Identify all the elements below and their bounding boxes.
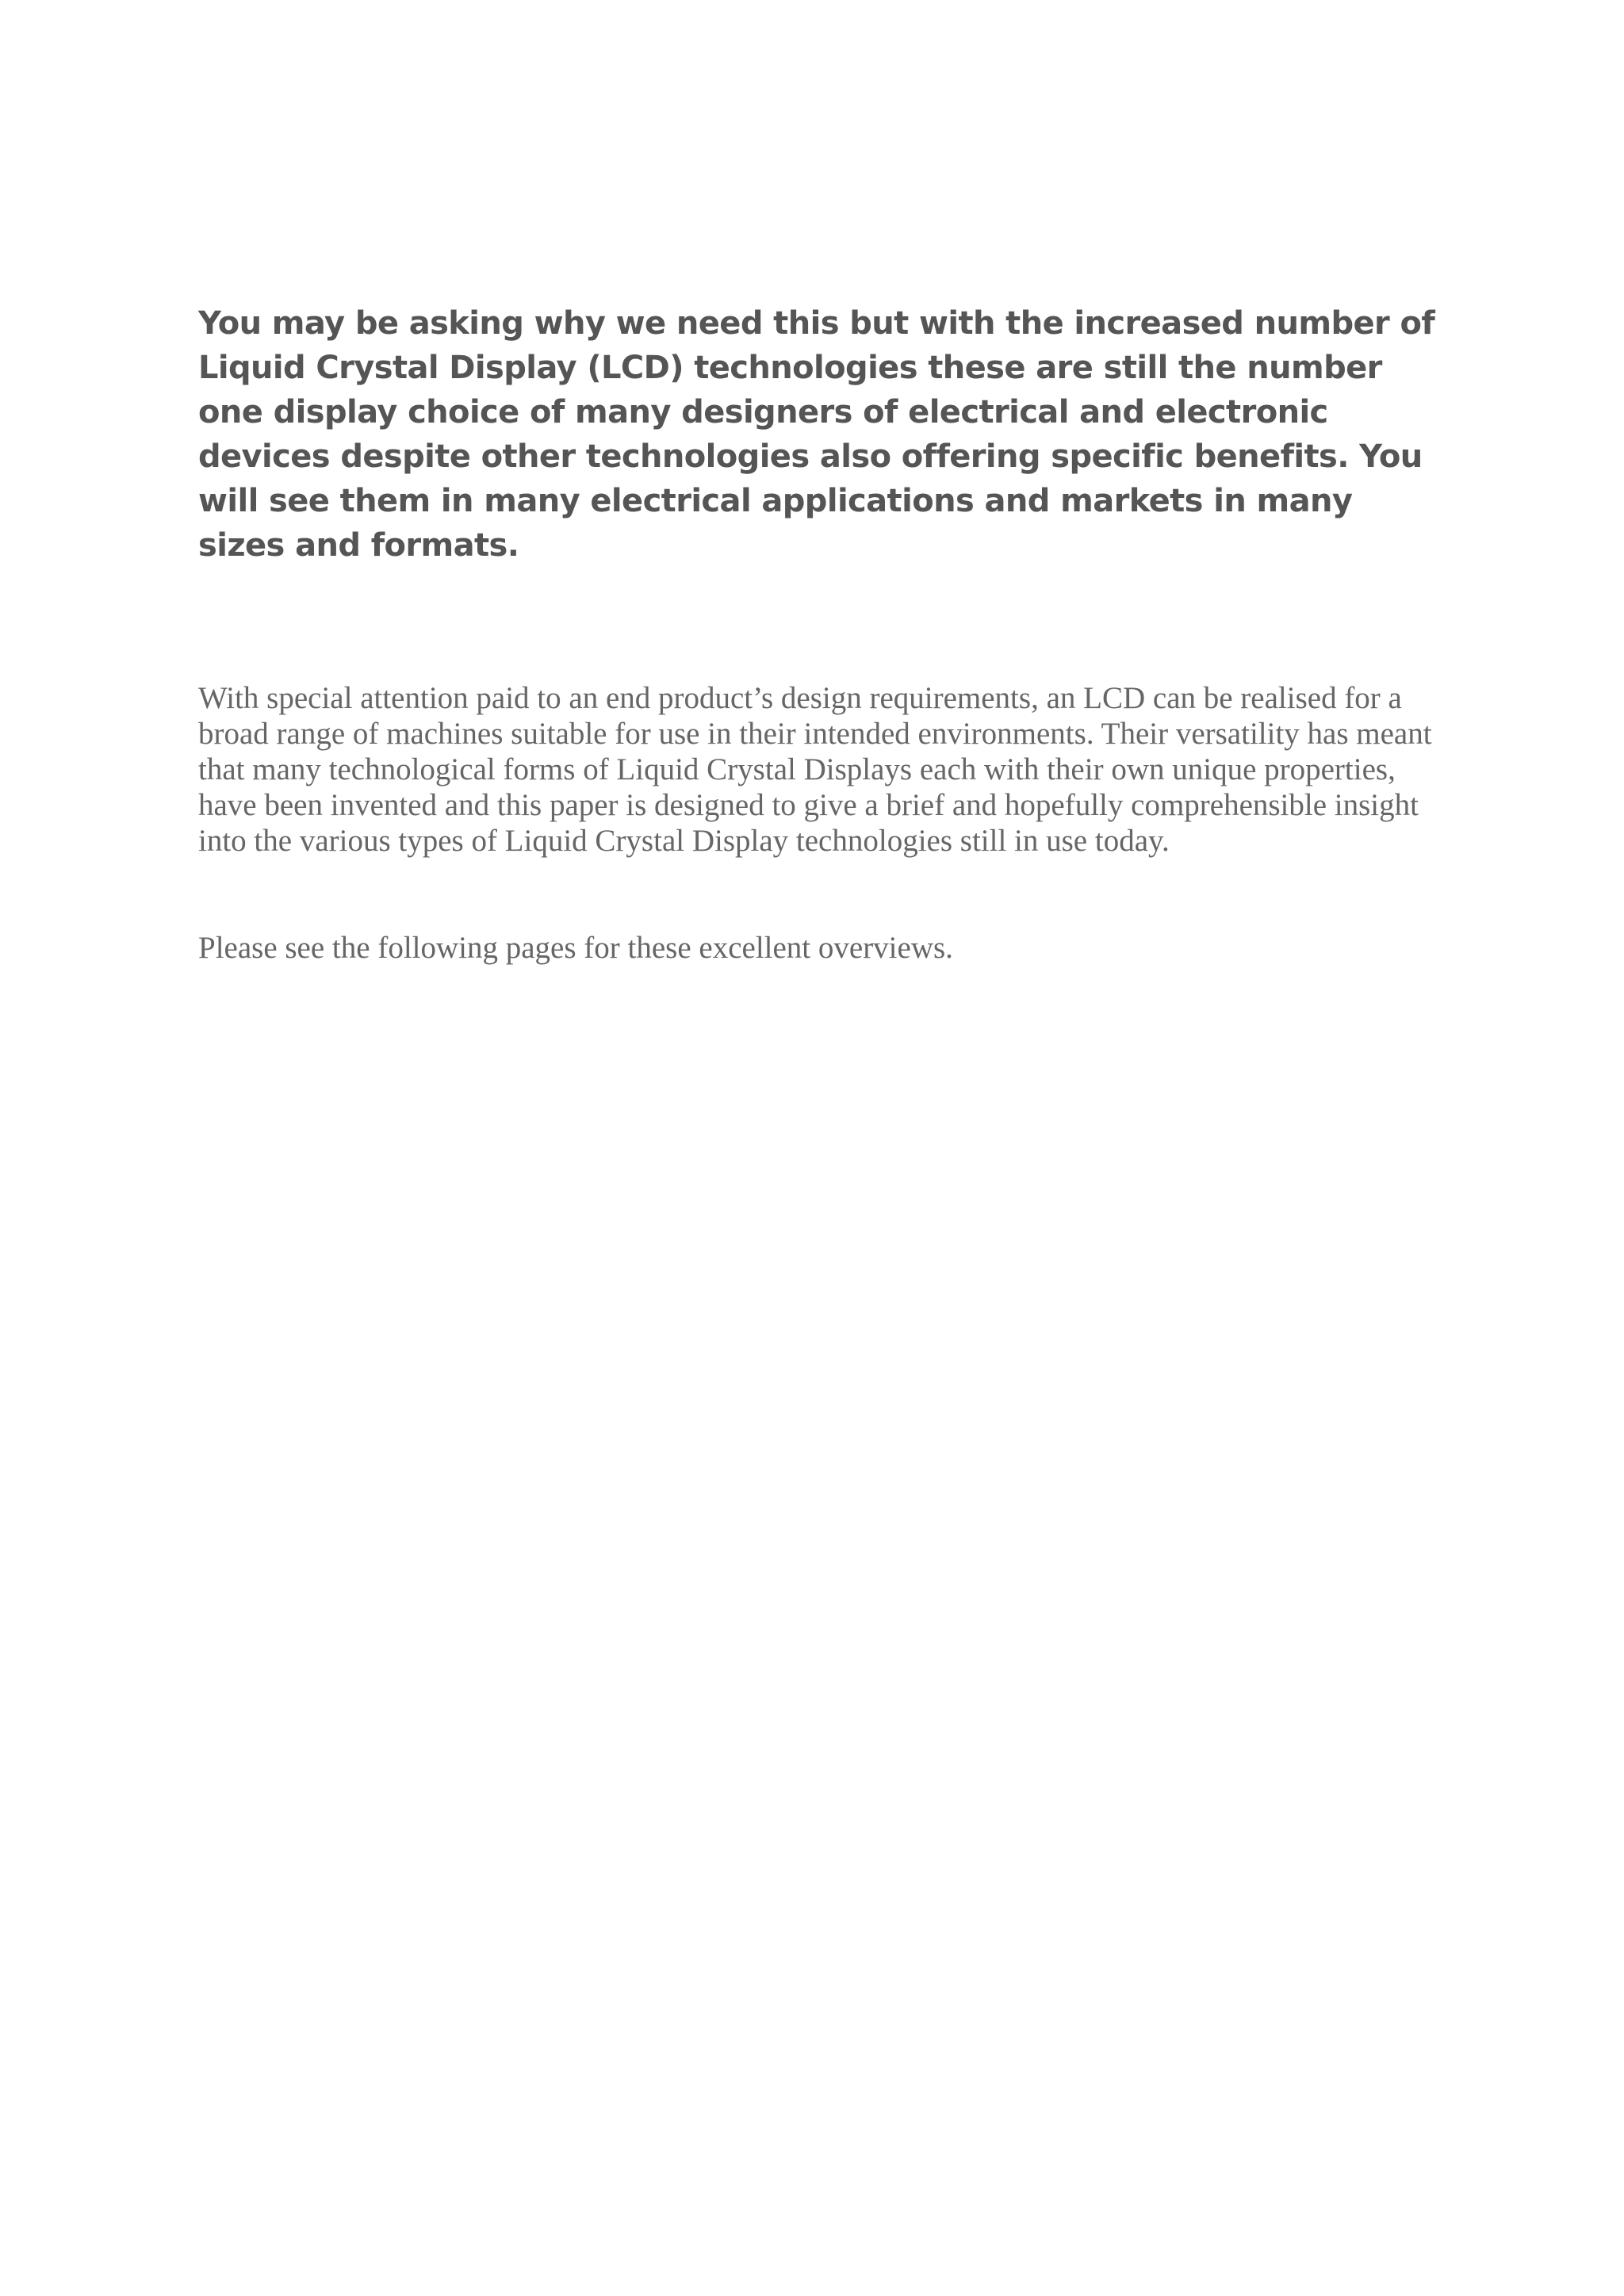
body-paragraph-closing: Please see the following pages for these excellent overviews. <box>198 931 953 965</box>
body-paragraph-lcd-overview: With special attention paid to an end product’s design requirements, an LCD can be realised for a broad range of machines suitable for use in their intended environments. Their versatility has meant that many technological forms of Liquid Crystal Displays each with their own unique properties, have been invented and this paper is designed to give a brief and hopefully comprehensible insight into the various types of Liquid Crystal Display technologies still in use today. <box>198 681 1432 858</box>
page-content <box>198 301 1443 966</box>
intro-heading: You may be asking why we need this but with the increased number of Liquid Crystal Display (LCD) technologies these are still the number one display choice of many designers of electrical and electronic devices despite other technologies also offering specific benefits. You will see them in many electrical applications and markets in many sizes and formats. <box>198 305 1435 564</box>
